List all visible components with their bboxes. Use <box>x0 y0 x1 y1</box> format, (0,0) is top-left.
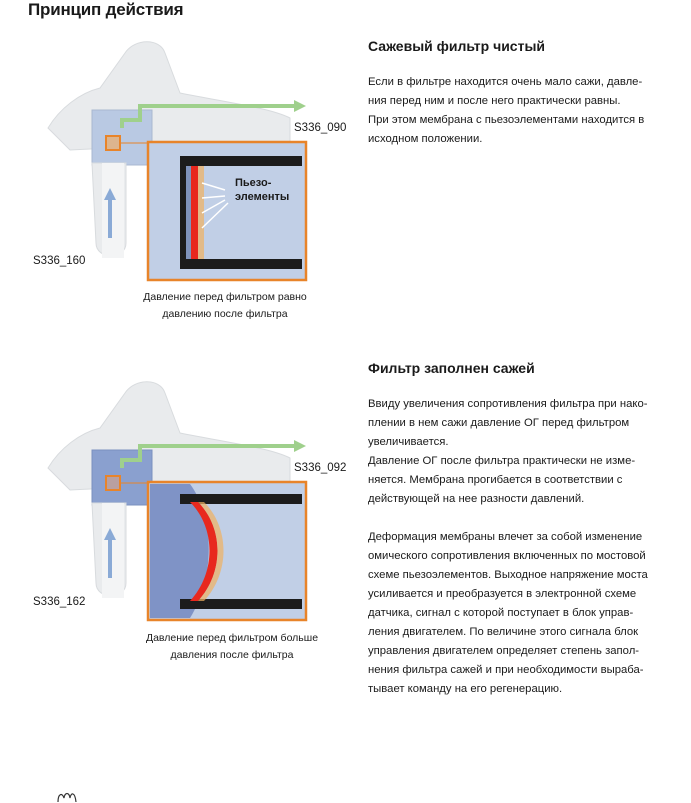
sensor-diagram-full <box>30 378 360 628</box>
figure-code-left: S336_160 <box>33 255 86 267</box>
page-corner-mark-icon <box>56 790 78 802</box>
figure-caption: Давление перед фильтром больше давления после фильтра <box>145 632 319 661</box>
figure-caption: Давление перед фильтром равно давлению после фильтра <box>143 291 307 320</box>
zoom-inset <box>148 142 306 280</box>
page-title: Принцип действия <box>28 0 184 19</box>
section-heading-full: Фильтр заполнен сажей <box>368 360 535 376</box>
membrane <box>191 166 198 259</box>
figure-code-right: S336_092 <box>294 462 347 474</box>
figure-code-left: S336_162 <box>33 596 86 608</box>
zoom-marker <box>106 476 120 490</box>
section-paragraph-clean: Если в фильтре находится очень мало сажи, давле- ния перед ним и после него практически равны. При этом мембрана с пьезоэлементами находится в исходном положении. <box>368 76 645 145</box>
section-heading-clean: Сажевый фильтр чистый <box>368 38 546 54</box>
zoom-inset <box>148 482 306 620</box>
sensor-diagram-clean <box>30 38 360 288</box>
section-paragraph-full-1: Ввиду увеличения сопротивления фильтра при нако- плении в нем сажи давление ОГ перед фильтром увеличивается. Давление ОГ после фильтра практически не изме- няется. Мембрана прогибается в соответствии с действующей на нее разности давлений. <box>368 398 648 505</box>
piezo-label: Пьезо- элементы <box>235 177 290 203</box>
section-paragraph-full-2: Деформация мембраны влечет за собой изменение омического сопротивления включенных по мостовой схеме пьезоэлементов. Выходное напряжение моста усиливается и преобразуется в электронной схеме датчика, сигнал с которой поступает в блок управ- ления двигателем. По величине этого сигнала блок управления двигателем определяет степень запол- нения фильтра сажей и при необходимости выраба- тывает команду на его регенерацию. <box>368 531 648 695</box>
figure-code-right: S336_090 <box>294 122 347 134</box>
zoom-marker <box>106 136 120 150</box>
